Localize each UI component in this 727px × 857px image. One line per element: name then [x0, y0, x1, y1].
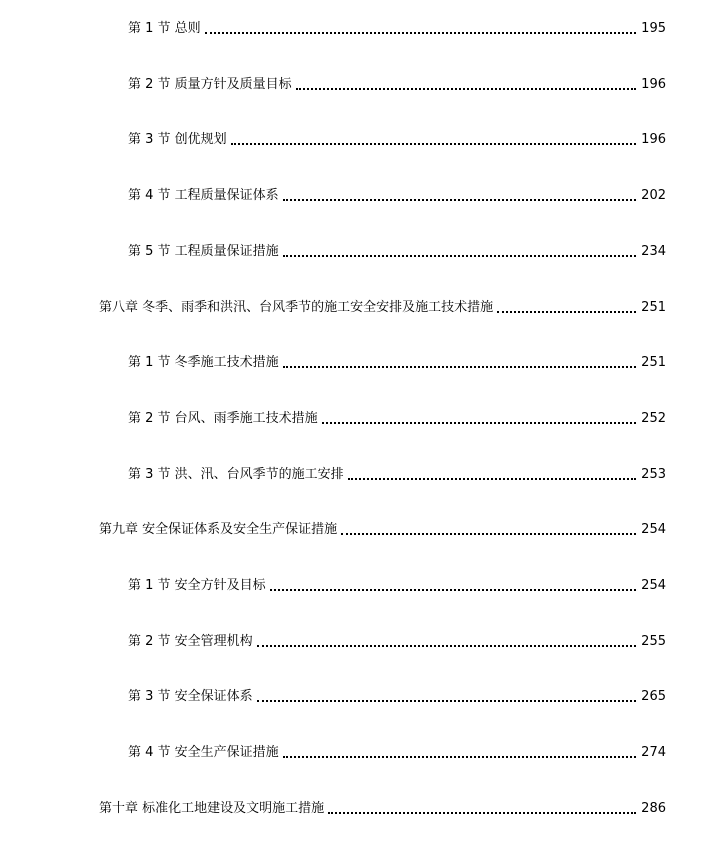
- toc-entry-title: 第十章 标准化工地建设及文明施工措施: [99, 801, 325, 816]
- toc-entry-title: 第 2 节 安全管理机构: [128, 634, 253, 649]
- toc-entry-page: 255: [641, 634, 666, 649]
- toc-entry-title: 第 1 节 冬季施工技术措施: [128, 355, 279, 370]
- toc-entry-page: 234: [641, 244, 666, 259]
- toc-leader-dots: [296, 75, 636, 95]
- toc-entry-title: 第 4 节 安全生产保证措施: [128, 745, 279, 760]
- toc-leader-dots: [257, 687, 636, 707]
- toc-leader-dots: [283, 186, 636, 206]
- toc-entry-title: 第 5 节 工程质量保证措施: [128, 244, 279, 259]
- toc-leader-dots: [270, 576, 636, 596]
- toc-leader-dots: [322, 409, 636, 429]
- toc-entry-page: 251: [641, 355, 666, 370]
- toc-entry-title: 第 2 节 台风、雨季施工技术措施: [128, 411, 318, 426]
- toc-entry[interactable]: [128, 632, 666, 652]
- toc-entry-page: 286: [641, 801, 666, 816]
- toc-leader-dots: [341, 520, 636, 540]
- toc-entry-title: 第 3 节 安全保证体系: [128, 689, 253, 704]
- toc-entry-page: 253: [641, 467, 666, 482]
- toc-entry-title: 第 3 节 创优规划: [128, 132, 227, 147]
- toc-entry-title: 第 4 节 工程质量保证体系: [128, 188, 279, 203]
- toc-entry-title: 第 3 节 洪、汛、台风季节的施工安排: [128, 467, 344, 482]
- toc-entry-page: 274: [641, 745, 666, 760]
- toc-entry-page: 254: [641, 522, 666, 537]
- toc-entry[interactable]: [128, 19, 666, 39]
- toc-leader-dots: [348, 465, 636, 485]
- toc-entry[interactable]: [128, 687, 666, 707]
- toc-leader-dots: [205, 19, 636, 39]
- toc-leader-dots: [283, 242, 636, 262]
- toc-entry[interactable]: [99, 799, 666, 819]
- toc-entry-page: 196: [641, 132, 666, 147]
- toc-entry[interactable]: [128, 743, 666, 763]
- toc-entry[interactable]: [99, 298, 666, 318]
- toc-entry-page: 195: [641, 21, 666, 36]
- toc-entry-title: 第八章 冬季、雨季和洪汛、台风季节的施工安全安排及施工技术措施: [99, 300, 494, 315]
- toc-entry[interactable]: [128, 242, 666, 262]
- toc-entry[interactable]: [128, 576, 666, 596]
- toc-entry[interactable]: [128, 75, 666, 95]
- toc-entry-title: 第 1 节 安全方针及目标: [128, 578, 266, 593]
- toc-leader-dots: [283, 743, 636, 763]
- toc-leader-dots: [257, 632, 636, 652]
- toc-entry[interactable]: [99, 520, 666, 540]
- toc-entry-page: 265: [641, 689, 666, 704]
- toc-entry[interactable]: [128, 130, 666, 150]
- toc-entry-title: 第 1 节 总则: [128, 21, 201, 36]
- toc-leader-dots: [328, 799, 636, 819]
- toc-leader-dots: [497, 298, 636, 318]
- toc-entry-title: 第九章 安全保证体系及安全生产保证措施: [99, 522, 338, 537]
- toc-entry-page: 202: [641, 188, 666, 203]
- toc-entry-page: 254: [641, 578, 666, 593]
- toc-entry-page: 251: [641, 300, 666, 315]
- toc-entry[interactable]: [128, 353, 666, 373]
- toc-leader-dots: [283, 353, 636, 373]
- toc-leader-dots: [231, 130, 636, 150]
- toc-entry-page: 252: [641, 411, 666, 426]
- toc-entry-title: 第 2 节 质量方针及质量目标: [128, 77, 292, 92]
- toc-entry[interactable]: [128, 465, 666, 485]
- toc-entry[interactable]: [128, 409, 666, 429]
- toc-entry[interactable]: [128, 186, 666, 206]
- toc-entry-page: 196: [641, 77, 666, 92]
